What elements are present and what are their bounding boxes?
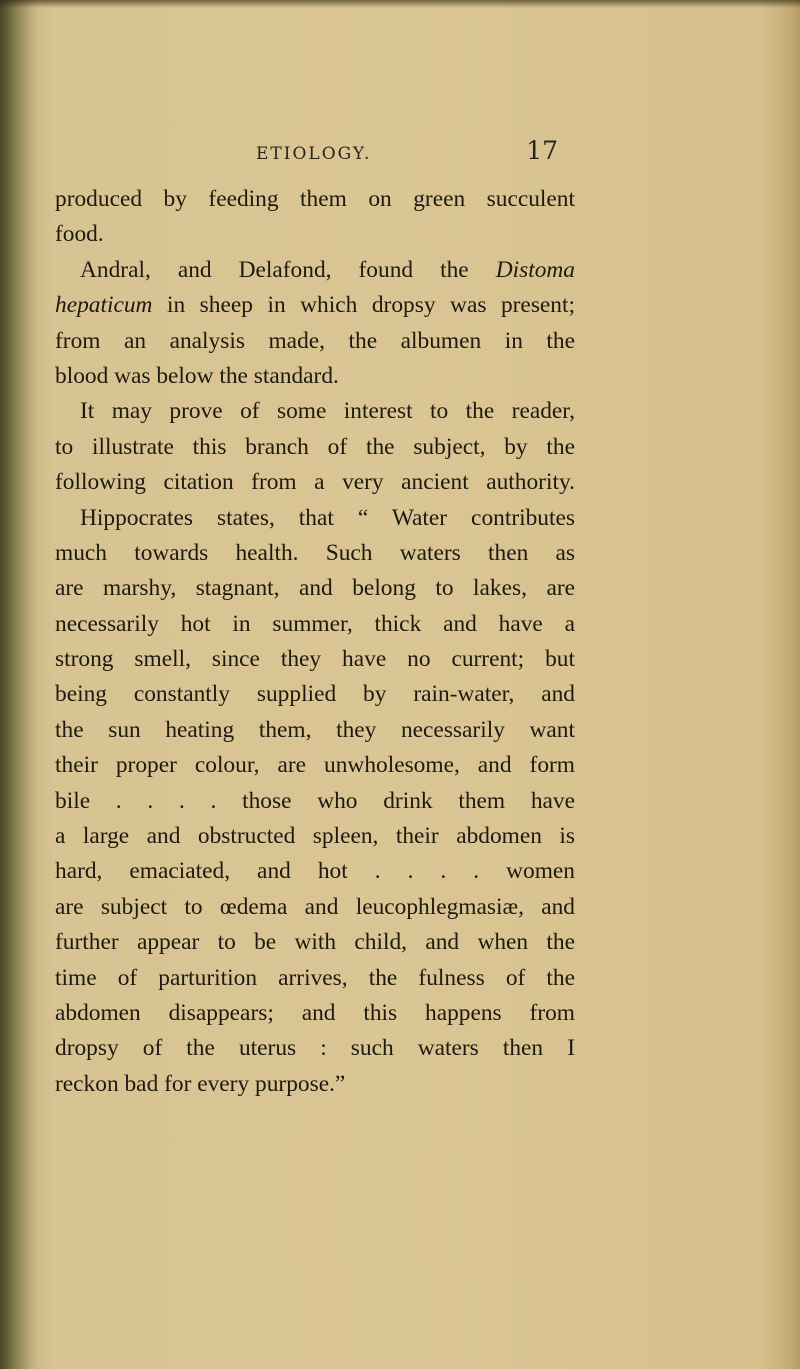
text-segment: in sheep in which dropsy was present; — [152, 292, 575, 319]
page-number: 17 — [526, 136, 558, 165]
text-line — [55, 288, 575, 323]
text-line: much towards health. Such waters then as — [55, 539, 575, 566]
italic-term: Distoma — [495, 256, 575, 283]
text-line: from an analysis made, the albumen in the — [55, 327, 575, 354]
text-line: necessarily hot in summer, thick and have a — [55, 610, 575, 637]
text-line: reckon bad for every purpose.” — [55, 1070, 346, 1097]
text-line: a large and obstructed spleen, their abdomen is — [55, 823, 575, 850]
italic-term: hepaticum — [55, 292, 153, 319]
text-line: being constantly supplied by rain-water, and — [55, 681, 575, 708]
text-line: blood was below the standard. — [55, 362, 339, 389]
text-line: are marshy, stagnant, and belong to lakes, are — [55, 575, 575, 602]
text-line: following citation from a very ancient authority. — [55, 469, 575, 496]
body-text — [55, 182, 575, 1102]
text-line: Hippocrates states, that “ Water contributes — [80, 504, 575, 531]
text-line: further appear to be with child, and when the — [55, 929, 575, 956]
binding-shadow — [0, 0, 38, 1369]
text-line: their proper colour, are unwholesome, and form — [55, 752, 575, 779]
text-line: hard, emaciated, and hot . . . . women — [55, 858, 575, 885]
text-line: to illustrate this branch of the subject, by the — [55, 433, 575, 460]
page-top-edge — [0, 0, 800, 8]
text-line: dropsy of the uterus : such waters then I — [55, 1035, 575, 1062]
text-line — [55, 253, 575, 288]
text-line: food. — [55, 221, 104, 248]
text-line: abdomen disappears; and this happens from — [55, 999, 575, 1026]
text-line: It may prove of some interest to the reader, — [80, 398, 575, 425]
text-line: bile . . . . those who drink them have — [55, 787, 575, 814]
text-line: are subject to œdema and leucophlegmasiæ, and — [55, 893, 575, 920]
text-line: produced by feeding them on green succulent — [55, 186, 575, 212]
text-segment: Andral, and Delafond, found the — [80, 256, 496, 283]
running-head — [220, 136, 558, 170]
running-head-title: ETIOLOGY. — [256, 144, 372, 164]
text-line: time of parturition arrives, the fulness of the — [55, 964, 575, 991]
text-line: strong smell, since they have no current; but — [55, 646, 575, 673]
text-line: the sun heating them, they necessarily want — [55, 716, 575, 743]
